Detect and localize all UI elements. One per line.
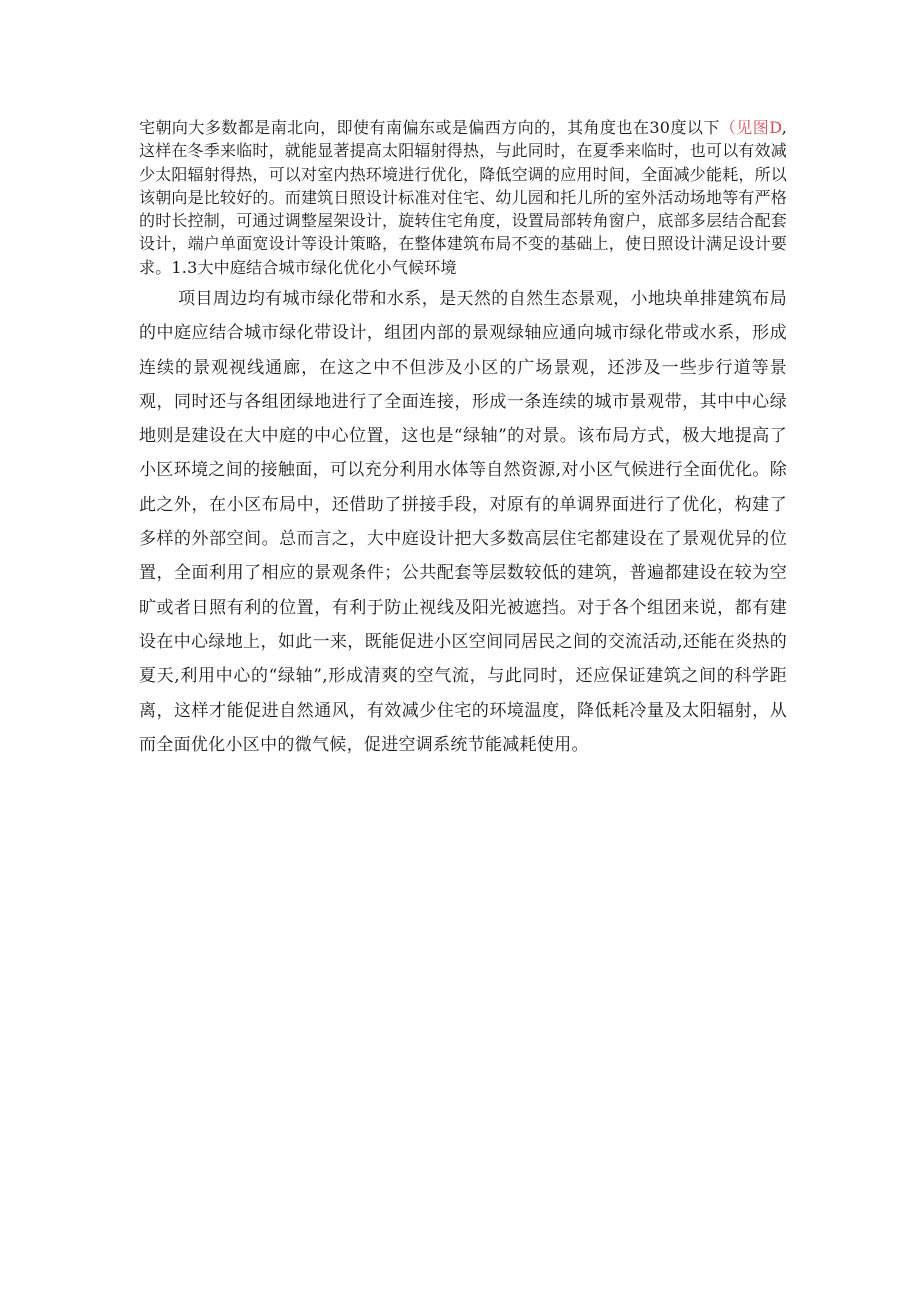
figure-reference: （见图D <box>719 118 782 137</box>
paragraph-orientation <box>139 116 787 279</box>
paragraph-courtyard: 项目周边均有城市绿化带和水系，是天然的自然生态景观，小地块单排建筑布局的中庭应结合城市绿化带设计，组团内部的景观绿轴应通向城市绿化带或水系，形成连续的景观视线通廊，在这之中不但涉及小区的广场景观，还涉及一些步行道等景观，同时还与各组团绿地进行了全面连接，形成一条连续的城市景观带，其中中心绿地则是建设在大中庭的中心位置，这也是“绿轴”的对景。该布局方式，极大地提高了小区环境之间的接触面，可以充分利用水体等自然资源,对小区气候进行全面优化。除此之外，在小区布局中，还借助了拼接手段，对原有的单调界面进行了优化，构建了多样的外部空间。总而言之，大中庭设计把大多数高层住宅都建设在了景观优异的位置，全面利用了相应的景观条件；公共配套等层数较低的建筑，普遍都建设在较为空旷或者日照有利的位置，有利于防止视线及阳光被遮挡。对于各个组团来说，都有建设在中心绿地上，如此一来，既能促进小区空间同居民之间的交流活动,还能在炎热的夏天,利用中心的“绿轴”,形成清爽的空气流，与此同时，还应保证建筑之间的科学距离，这样才能促进自然通风，有效减少住宅的环境温度，降低耗冷量及太阳辐射，从而全面优化小区中的微气候，促进空调系统节能减耗使用。 <box>139 289 787 755</box>
paragraph-orientation-text-start: 宅朝向大多数都是南北向，即使有南偏东或是偏西方向的，其角度也在30度以下 <box>139 118 720 137</box>
paragraph-orientation-text-end: ,这样在冬季来临时，就能显著提高太阳辐射得热，与此同时，在夏季来临时，也可以有效减少太阳辐射得热，可以对室内热环境进行优化，降低空调的应用时间，全面减少能耗，所以该朝向是比较好的。而建筑日照设计标准对住宅、幼儿园和托儿所的室外活动场地等有严格的时长控制，可通过调整屋架设计，旋转住宅角度，设置局部转角窗户，底部多层结合配套设计，端户单面宽设计等设计策略，在整体建筑布局不变的基础上，使日照设计满足设计要求。1.3大中庭结合城市绿化优化小气候环境 <box>139 118 788 277</box>
